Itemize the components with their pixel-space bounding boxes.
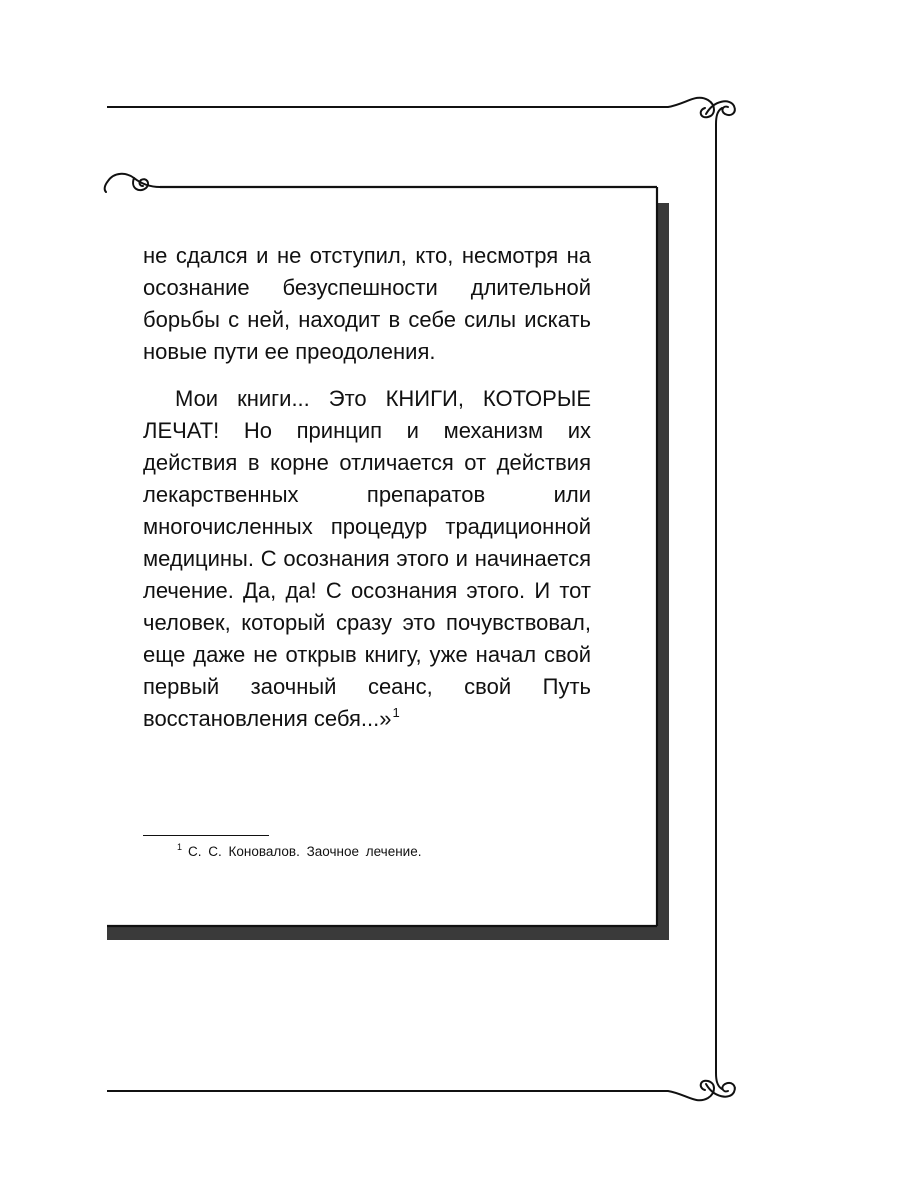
paragraph-main xyxy=(143,383,591,735)
paragraph-main-text: Мои книги... Это КНИГИ, КОТОРЫЕ ЛЕЧАТ! Но принцип и механизм их действия в корне отличается от действия лекарственных препаратов или многочисленных процедур традиционной медицины. С осознания этого и начинается лечение. Да, да! С осознания этого. И тот человек, который сразу это почувствовал, еще даже не открыв книгу, уже начал свой первый заочный сеанс, свой Путь восстановления себя...» xyxy=(143,386,591,731)
paragraph-continuation: не сдался и не отступил, кто, несмотря на осознание безуспешности длительной борьбы с ней, находит в себе силы искать новые пути ее преодоления. xyxy=(143,243,591,364)
footnote-reference: 1 xyxy=(392,705,400,720)
scroll-flourish-icon xyxy=(668,98,735,124)
scroll-flourish-icon xyxy=(105,174,160,192)
body-text xyxy=(143,240,591,735)
footnote-marker: 1 xyxy=(177,842,183,852)
footnote-text: С. С. Коновалов. Заочное лечение. xyxy=(188,844,422,859)
footnote-divider xyxy=(143,835,269,836)
scroll-flourish-icon xyxy=(668,1073,735,1100)
footnote xyxy=(177,843,421,861)
